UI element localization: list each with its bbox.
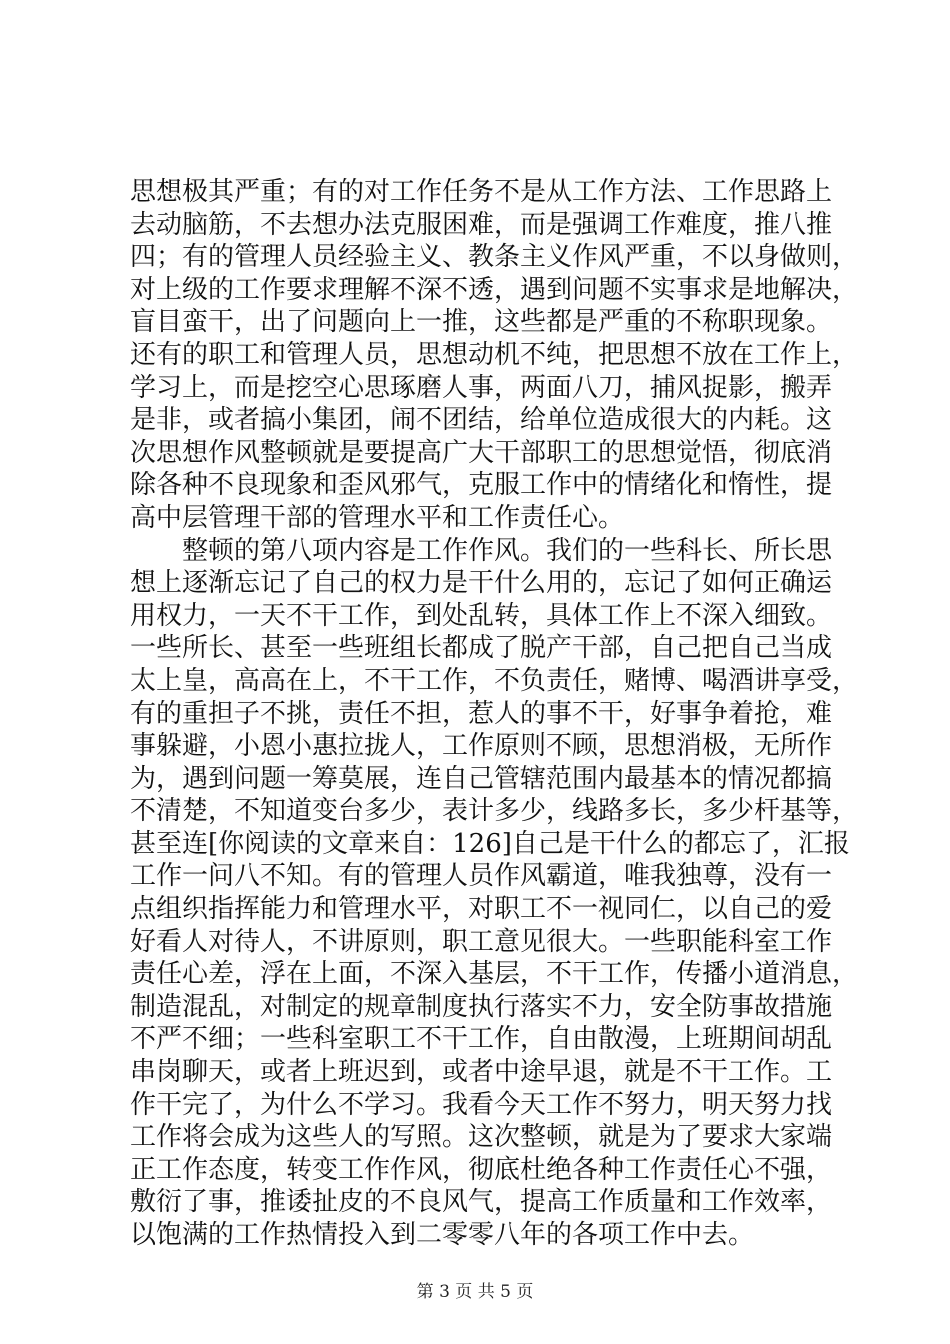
text-line: 一些所长、甚至一些班组长都成了脱产干部，自己把自己当成 bbox=[130, 633, 833, 664]
text-line: 正工作态度，转变工作作风，彻底杜绝各种工作责任心不强， bbox=[130, 1154, 833, 1185]
text-line: 除各种不良现象和歪风邪气，克服工作中的情绪化和惰性，提 bbox=[130, 470, 833, 501]
body-text bbox=[130, 176, 859, 1252]
text-line: 甚至连[你阅读的文章来自：126]自己是干什么的都忘了，汇报 bbox=[130, 828, 850, 859]
text-line: 点组织指挥能力和管理水平，对职工不一视同仁，以自己的爱 bbox=[130, 894, 833, 925]
text-line: 责任心差，浮在上面，不深入基层，不干工作，传播小道消息， bbox=[130, 959, 859, 990]
page-number: 第 3 页 共 5 页 bbox=[416, 1282, 534, 1302]
text-line: 不严不细；一些科室职工不干工作，自由散漫，上班期间胡乱 bbox=[130, 1024, 833, 1055]
text-line: 学习上，而是挖空心思琢磨人事，两面八刀，捕风捉影，搬弄 bbox=[130, 372, 833, 403]
text-line: 串岗聊天，或者上班迟到，或者中途早退，就是不干工作。工 bbox=[130, 1057, 833, 1088]
text-line: 制造混乱，对制定的规章制度执行落实不力，安全防事故措施 bbox=[130, 991, 833, 1022]
text-line: 用权力，一天不干工作，到处乱转，具体工作上不深入细致。 bbox=[130, 600, 833, 631]
text-line: 好看人对待人，不讲原则，职工意见很大。一些职能科室工作 bbox=[130, 926, 833, 957]
text-line: 不清楚，不知道变台多少，表计多少，线路多长，多少杆基等， bbox=[130, 796, 859, 827]
text-line: 盲目蛮干，出了问题向上一推，这些都是严重的不称职现象。 bbox=[130, 307, 833, 338]
text-line: 是非，或者搞小集团，闹不团结，给单位造成很大的内耗。这 bbox=[130, 405, 833, 436]
text-line: 以饱满的工作热情投入到二零零八年的各项工作中去。 bbox=[130, 1220, 755, 1250]
text-line: 工作一问八不知。有的管理人员作风霸道，唯我独尊，没有一 bbox=[130, 861, 833, 892]
text-line: 有的重担子不挑，责任不担，惹人的事不干，好事争着抢，难 bbox=[130, 698, 833, 729]
text-line: 高中层管理干部的管理水平和工作责任心。 bbox=[130, 502, 625, 533]
page-footer bbox=[0, 1277, 950, 1302]
text-line: 事躲避，小恩小惠拉拢人，工作原则不顾，思想消极，无所作 bbox=[130, 731, 833, 762]
text-line: 工作将会成为这些人的写照。这次整顿，就是为了要求大家端 bbox=[130, 1122, 833, 1153]
text-line: 整顿的第八项内容是工作作风。我们的一些科长、所长思 bbox=[130, 535, 833, 566]
text-line: 次思想作风整顿就是要提高广大干部职工的思想觉悟，彻底消 bbox=[130, 437, 833, 468]
text-line: 去动脑筋，不去想办法克服困难，而是强调工作难度，推八推 bbox=[130, 209, 833, 240]
text-line: 敷衍了事，推诿扯皮的不良风气，提高工作质量和工作效率， bbox=[130, 1187, 833, 1218]
text-line: 作干完了，为什么不学习。我看今天工作不努力，明天努力找 bbox=[130, 1089, 833, 1120]
text-line: 还有的职工和管理人员，思想动机不纯，把思想不放在工作上， bbox=[130, 339, 859, 370]
text-line: 对上级的工作要求理解不深不透，遇到问题不实事求是地解决， bbox=[130, 274, 859, 305]
text-line: 太上皇，高高在上，不干工作，不负责任，赌博、喝酒讲享受， bbox=[130, 665, 859, 696]
text-line: 思想极其严重；有的对工作任务不是从工作方法、工作思路上 bbox=[130, 177, 833, 207]
text-line: 为，遇到问题一筹莫展，连自己管辖范围内最基本的情况都搞 bbox=[130, 763, 833, 794]
text-line: 想上逐渐忘记了自己的权力是干什么用的，忘记了如何正确运 bbox=[130, 568, 833, 599]
text-line: 四；有的管理人员经验主义、教条主义作风严重，不以身做则， bbox=[130, 242, 859, 273]
